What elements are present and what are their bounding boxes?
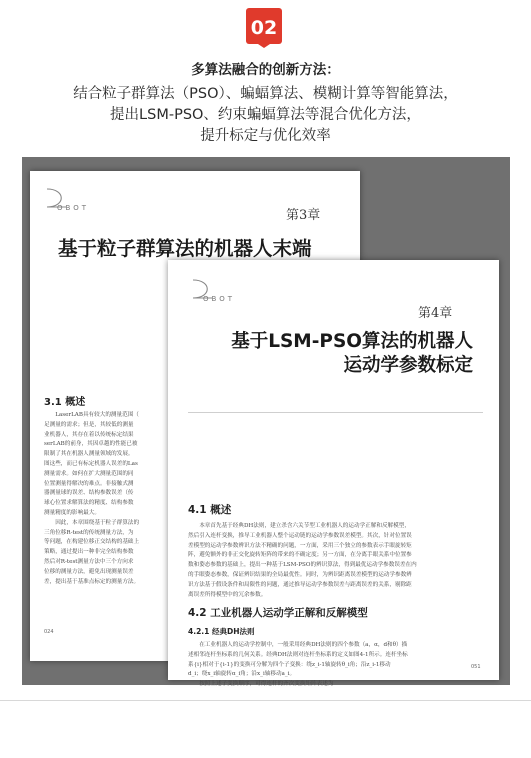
- intro-line-2: 提出LSM-PSO、约束蝙蝠算法等混合优化方法，: [110, 107, 421, 123]
- chapter-title: 基于粒子群算法的机器人末端: [58, 237, 312, 260]
- intro-line-3: 提升标定与优化效率: [200, 128, 331, 144]
- book-page-chapter-4: [168, 260, 499, 688]
- robot-logo-text: OBOT: [57, 204, 89, 212]
- section-heading-4-1: 4.1 概述: [188, 504, 232, 516]
- chapter-number: 第4章: [418, 306, 453, 321]
- page-number: 051: [471, 664, 481, 670]
- section-4-2-1-body: 在工业机器人的运动学控制中，一般采用经典DH法则的四个参数（a，α，d和θ）描 述相邻连杆坐标系的几何关系。经典DH法则对连杆坐标系的定义如图4-1所示。连杆坐标 系{i}相对于{i-1}的变换可分解为四个子变换：绕z_i-1轴旋转θ_i角；沿z_i-1移动 d_i；绕x_i轴旋转α_i角；沿x_i轴移动a_i。 按照上述子变换顺序，可得连杆的齐次变换矩阵表述为: [188, 642, 408, 688]
- intro-line-1: 结合粒子群算法（PSO）、蝙蝠算法、模糊计算等智能算法，: [73, 86, 458, 102]
- section-heading: 3.1 概述: [44, 397, 86, 408]
- title-divider: [188, 412, 483, 413]
- section-4-1-body: 本章首先基于经典DH法则，建立杀含六关节型工业机器人的运动学正解和反解模型， 然后引入连杆变换，推导工业机器人整个运动链的运动学参数误差模型。其次，针对位置误 差模型的运动学参数辨识方法不精确的问题，一方面，采用三个独立的参数表示手眼旋转矩 阵，避免额外的非正交化旋转矩阵的带来的不确定度；另一方面，在分离手眼关系中位置参 数和姿态参数的基础上，提出一种基于LSM-PSO的辨识算法，得到最优运动学参数误差在内 的手眼姿态参数，保证辨识结果的全局最优性。同时，为辨识距离误差模型的运动学参数辨 识方法基于假设条件和局限性的问题，通过推导运动学参数误差与距离误差的关系，剔除距 离误差所得模型中的冗余参数。: [188, 523, 417, 598]
- chapter-number: 第3章: [286, 208, 321, 223]
- intro-title: 多算法融合的创新方法：: [191, 62, 340, 78]
- section-badge: [242, 8, 286, 48]
- body-text: LaserLAB具有较大的测量范围（ 足测量的需求；但是，其较低的测量 业机器人，其存在着以传统标定结果 serLAB的前身，其因卓越的性能已被 限制了其在机器人测量领域的发展。 图这些，而已有标定机器人误差的Las 测量需求。如何在扩大测量范围的同 位置测量得解决的难点。非接触式测 器测量球的误差、结构参数误差（传 球心位置求解算法的精度、结构参数 测量精度的影响最大。 因此，本章围绕基于粒子群算法的 三角位移R-test的传统测量方法，为 等问题，在构建位移正交结构的基础上 策略，通过提出一种非完全结构参数 然后对R-test测量方法中三个方向求 位移的测量方法，避免出现测量误差 差，提出基于基准点标定的测量方法。: [44, 412, 140, 585]
- subsection-heading-4-2-1: 4.2.1 经典DH法则: [188, 627, 255, 636]
- chapter-title-line-1: 基于LSM-PSO算法的机器人: [231, 331, 473, 352]
- robot-logo-icon: [190, 278, 216, 308]
- intro-block: [0, 58, 531, 147]
- badge-number: 02: [250, 17, 278, 39]
- section-heading-4-2: 4.2 工业机器人运动学正解和反解模型: [188, 607, 368, 619]
- book-preview-panel: [22, 157, 510, 688]
- bottom-divider: [0, 700, 531, 701]
- robot-logo-text: OBOT: [203, 295, 235, 303]
- robot-logo-icon: [44, 187, 70, 217]
- chapter-title-line-2: 运动学参数标定: [343, 355, 473, 376]
- page-number: 024: [44, 629, 54, 635]
